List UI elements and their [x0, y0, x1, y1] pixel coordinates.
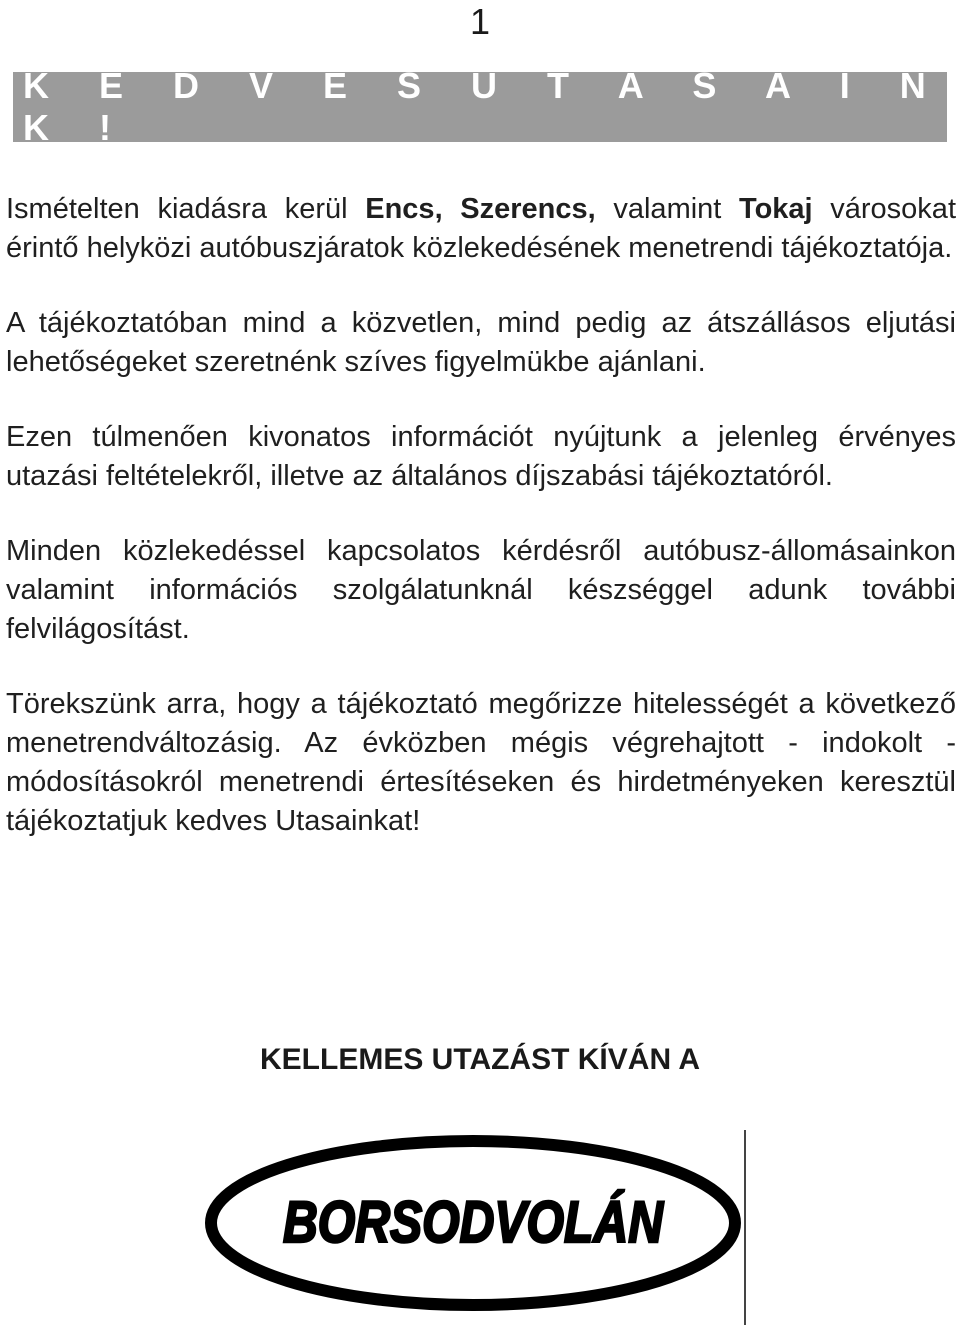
text-run: Törekszünk arra, hogy a tájékoztató megőrizze hitelességét a következő menetrendváltozásig. Az évközben mégis végrehajtott - indokolt - módosításokról menetrendi értesítéseken és hirdetményeken keresztül tájékoztatjuk kedves Utasainkat!: [6, 688, 956, 837]
paragraph-4: [6, 532, 956, 649]
paragraph-1: [6, 190, 956, 268]
text-run: Ismételten kiadásra kerül: [6, 193, 366, 225]
paragraph-2: [6, 304, 956, 382]
body-text: [6, 190, 956, 877]
logo-svg: [200, 1130, 746, 1325]
page-number: 1: [469, 1, 491, 42]
text-run: A tájékoztatóban mind a közvetlen, mind pedig az átszállásos eljutási lehetőségeket szeretnénk szíves figyelmükbe ajánlani.: [6, 307, 956, 378]
paragraph-5: [6, 685, 956, 841]
paragraph-3: [6, 418, 956, 496]
text-run: Minden közlekedéssel kapcsolatos kérdésről autóbusz-állomásainkon valamint információs szolgálatunknál készséggel adunk további felvilágosítást.: [6, 535, 956, 645]
logo-wordmark: BORSODVOLÁN: [283, 1190, 664, 1255]
text-run: Ezen túlmenően kivonatos információt nyújtunk a jelenleg érvényes utazási feltételekről, illetve az általános díjszabási tájékoztatóról.: [6, 421, 956, 492]
borsodvolan-logo-icon: [200, 1130, 746, 1325]
bold-text: Tokaj: [739, 193, 813, 225]
text-run: valamint: [595, 193, 740, 225]
text-run: városokat érintő helyközi autóbuszjáratok közlekedésének menetrendi tájékoztatója.: [6, 193, 956, 264]
closing-line: KELLEMES UTAZÁST KÍVÁN A: [260, 1043, 700, 1076]
greeting-banner: [13, 65, 947, 148]
banner-title: K E D V E S U T A S A I N K !: [23, 65, 937, 148]
vertical-divider: [744, 1130, 746, 1325]
bold-text: Encs, Szerencs,: [365, 193, 596, 225]
